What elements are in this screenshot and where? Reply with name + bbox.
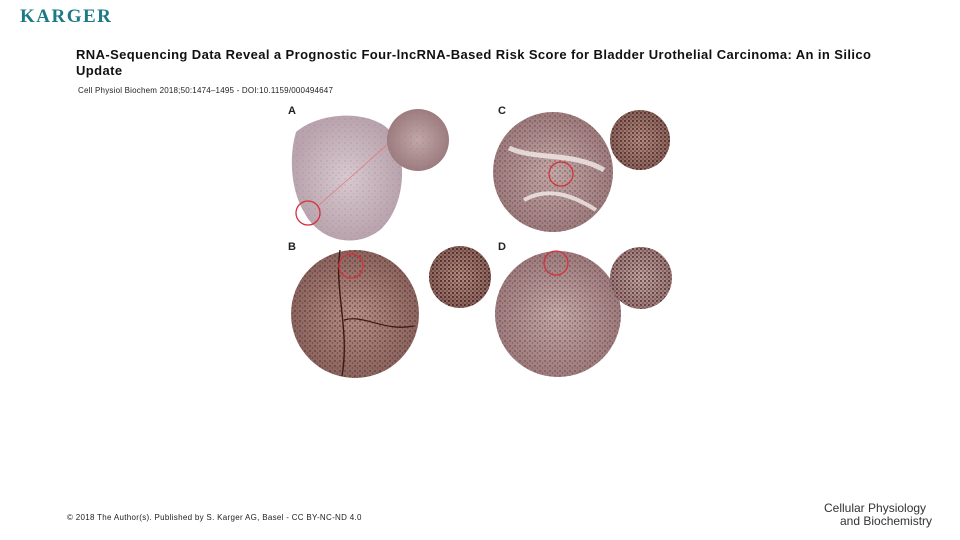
panel-a-label: A — [288, 105, 296, 117]
panel-c-label: C — [498, 105, 506, 117]
panel-b — [288, 241, 491, 378]
panel-d-label: D — [498, 241, 506, 253]
panel-a — [288, 105, 449, 240]
publisher-logo: KARGER — [20, 6, 113, 27]
journal-logo-line2: and Biochemistry — [840, 514, 933, 528]
journal-logo — [824, 502, 954, 528]
panel-c — [493, 105, 670, 232]
copyright-footer: © 2018 The Author(s). Published by S. Karger AG, Basel - CC BY-NC-ND 4.0 — [67, 513, 362, 522]
journal-logo-line1: Cellular Physiology — [824, 501, 927, 515]
article-title: RNA-Sequencing Data Reveal a Prognostic Four-lncRNA-Based Risk Score for Bladder Urothelial Carcinoma: An in Silico Update — [76, 47, 872, 78]
article-citation: Cell Physiol Biochem 2018;50:1474–1495 - DOI:10.1159/000494647 — [78, 86, 334, 95]
ihc-figure-image — [284, 100, 692, 384]
ihc-figure — [284, 100, 692, 384]
panel-b-label: B — [288, 241, 296, 253]
panel-d — [495, 241, 672, 377]
